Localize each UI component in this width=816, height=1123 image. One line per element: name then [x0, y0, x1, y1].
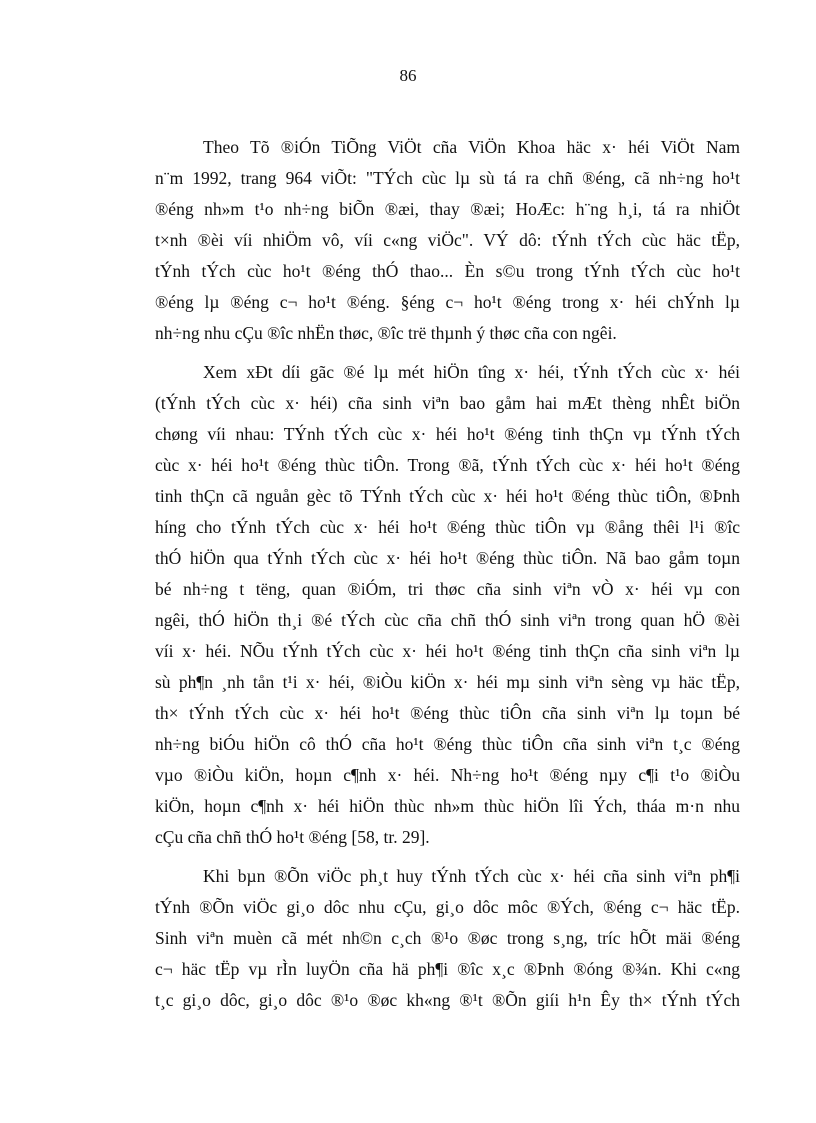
text-line: Sinh viªn muèn cã mét nh©n c¸ch ®¹o ®øc trong s¸ng, tríc hÕt mäi ®éng	[155, 928, 740, 948]
text-line: Khi bµn ®Õn viÖc ph¸t huy tÝnh tÝch cùc x· héi cña sinh viªn ph¶i	[203, 866, 740, 886]
text-line: Theo Tõ ®iÓn TiÕng ViÖt cña ViÖn Khoa häc x· héi ViÖt Nam	[203, 137, 740, 157]
text-line: tinh thÇn cã nguån gèc tõ TÝnh tÝch cùc x· héi ho¹t ®éng thùc tiÔn, ®Þnh	[155, 486, 740, 506]
text-line: ngêi, thÓ hiÖn th¸i ®é tÝch cùc cña chñ thÓ sinh viªn trong quan hÖ ®èi	[155, 610, 740, 630]
text-line: kiÖn, hoµn c¶nh x· héi hiÖn thùc nh»m thùc hiÖn lîi Ých, tháa m·n nhu	[155, 796, 740, 816]
text-line: tÝnh ®Õn viÖc gi¸o dôc nhu cÇu, gi¸o dôc môc ®Ých, ®éng c¬ häc tËp.	[155, 897, 740, 917]
text-line: tÝnh tÝch cùc ho¹t ®éng thÓ thao... Èn s©u trong tÝnh tÝch cùc ho¹t	[155, 261, 740, 281]
page-number: 86	[399, 66, 417, 85]
text-line: ®éng lµ ®éng c¬ ho¹t ®éng. §éng c¬ ho¹t ®éng trong x· héi chÝnh lµ	[155, 292, 740, 312]
text-line: nh÷ng biÓu hiÖn cô thÓ cña ho¹t ®éng thùc tiÔn cña sinh viªn t¸c ®éng	[155, 734, 740, 754]
text-line: cùc x· héi ho¹t ®éng thùc tiÔn. Trong ®ã, tÝnh tÝch cùc x· héi ho¹t ®éng	[155, 455, 740, 475]
text-line: sù ph¶n ¸nh tån t¹i x· héi, ®iÒu kiÖn x· héi mµ sinh viªn sèng vµ häc tËp,	[155, 672, 740, 692]
text-line: vµo ®iÒu kiÖn, hoµn c¶nh x· héi. Nh÷ng ho¹t ®éng nµy c¶i t¹o ®iÒu	[155, 765, 740, 785]
paragraph-3	[155, 861, 740, 1016]
text-line: c¬ häc tËp vµ rÌn luyÖn cña hä ph¶i ®îc x¸c ®Þnh ®óng ®¾n. Khi c«ng	[155, 959, 740, 979]
text-line: víi x· héi. NÕu tÝnh tÝch cùc x· héi ho¹t ®éng tinh thÇn cña sinh viªn lµ	[155, 641, 740, 661]
body-text	[155, 132, 740, 1024]
text-line: n¨m 1992, trang 964 viÕt: "TÝch cùc lµ sù tá ra chñ ®éng, cã nh÷ng ho¹t	[155, 168, 740, 188]
text-line: t¸c gi¸o dôc, gi¸o dôc ®¹o ®øc kh«ng ®¹t ®Õn giíi h¹n Êy th× tÝnh tÝch	[155, 990, 740, 1010]
text-line: chøng víi nhau: TÝnh tÝch cùc x· héi ho¹t ®éng tinh thÇn vµ tÝnh tÝch	[155, 424, 740, 444]
text-line: th× tÝnh tÝch cùc x· héi ho¹t ®éng thùc tiÔn cña sinh viªn lµ toµn bé	[155, 703, 740, 723]
text-line: nh÷ng nhu cÇu ®îc nhËn thøc, ®îc trë thµnh ý thøc cña con ngêi.	[155, 323, 617, 343]
text-line: t×nh ®èi víi nhiÖm vô, víi c«ng viÖc". VÝ dô: tÝnh tÝch cùc häc tËp,	[155, 230, 740, 250]
text-line: híng cho tÝnh tÝch cùc x· héi ho¹t ®éng thùc tiÔn vµ ®ång thêi l¹i ®îc	[155, 517, 740, 537]
paragraph-1	[155, 132, 740, 349]
text-line: bé nh÷ng t tëng, quan ®iÓm, tri thøc cña sinh viªn vÒ x· héi vµ con	[155, 579, 740, 599]
text-line: thÓ hiÖn qua tÝnh tÝch cùc x· héi ho¹t ®éng thùc tiÔn. Nã bao gåm toµn	[155, 548, 740, 568]
text-line: ®éng nh»m t¹o nh÷ng biÕn ®æi, thay ®æi; HoÆc: h¨ng h¸i, tá ra nhiÖt	[155, 199, 740, 219]
text-line: cÇu cña chñ thÓ ho¹t ®éng [58, tr. 29].	[155, 827, 430, 847]
paragraph-2	[155, 357, 740, 853]
text-line: Xem xÐt díi gãc ®é lµ mét hiÖn tîng x· héi, tÝnh tÝch cùc x· héi	[203, 362, 740, 382]
text-line: (tÝnh tÝch cùc x· héi) cña sinh viªn bao gåm hai mÆt thèng nhÊt biÖn	[155, 393, 740, 413]
